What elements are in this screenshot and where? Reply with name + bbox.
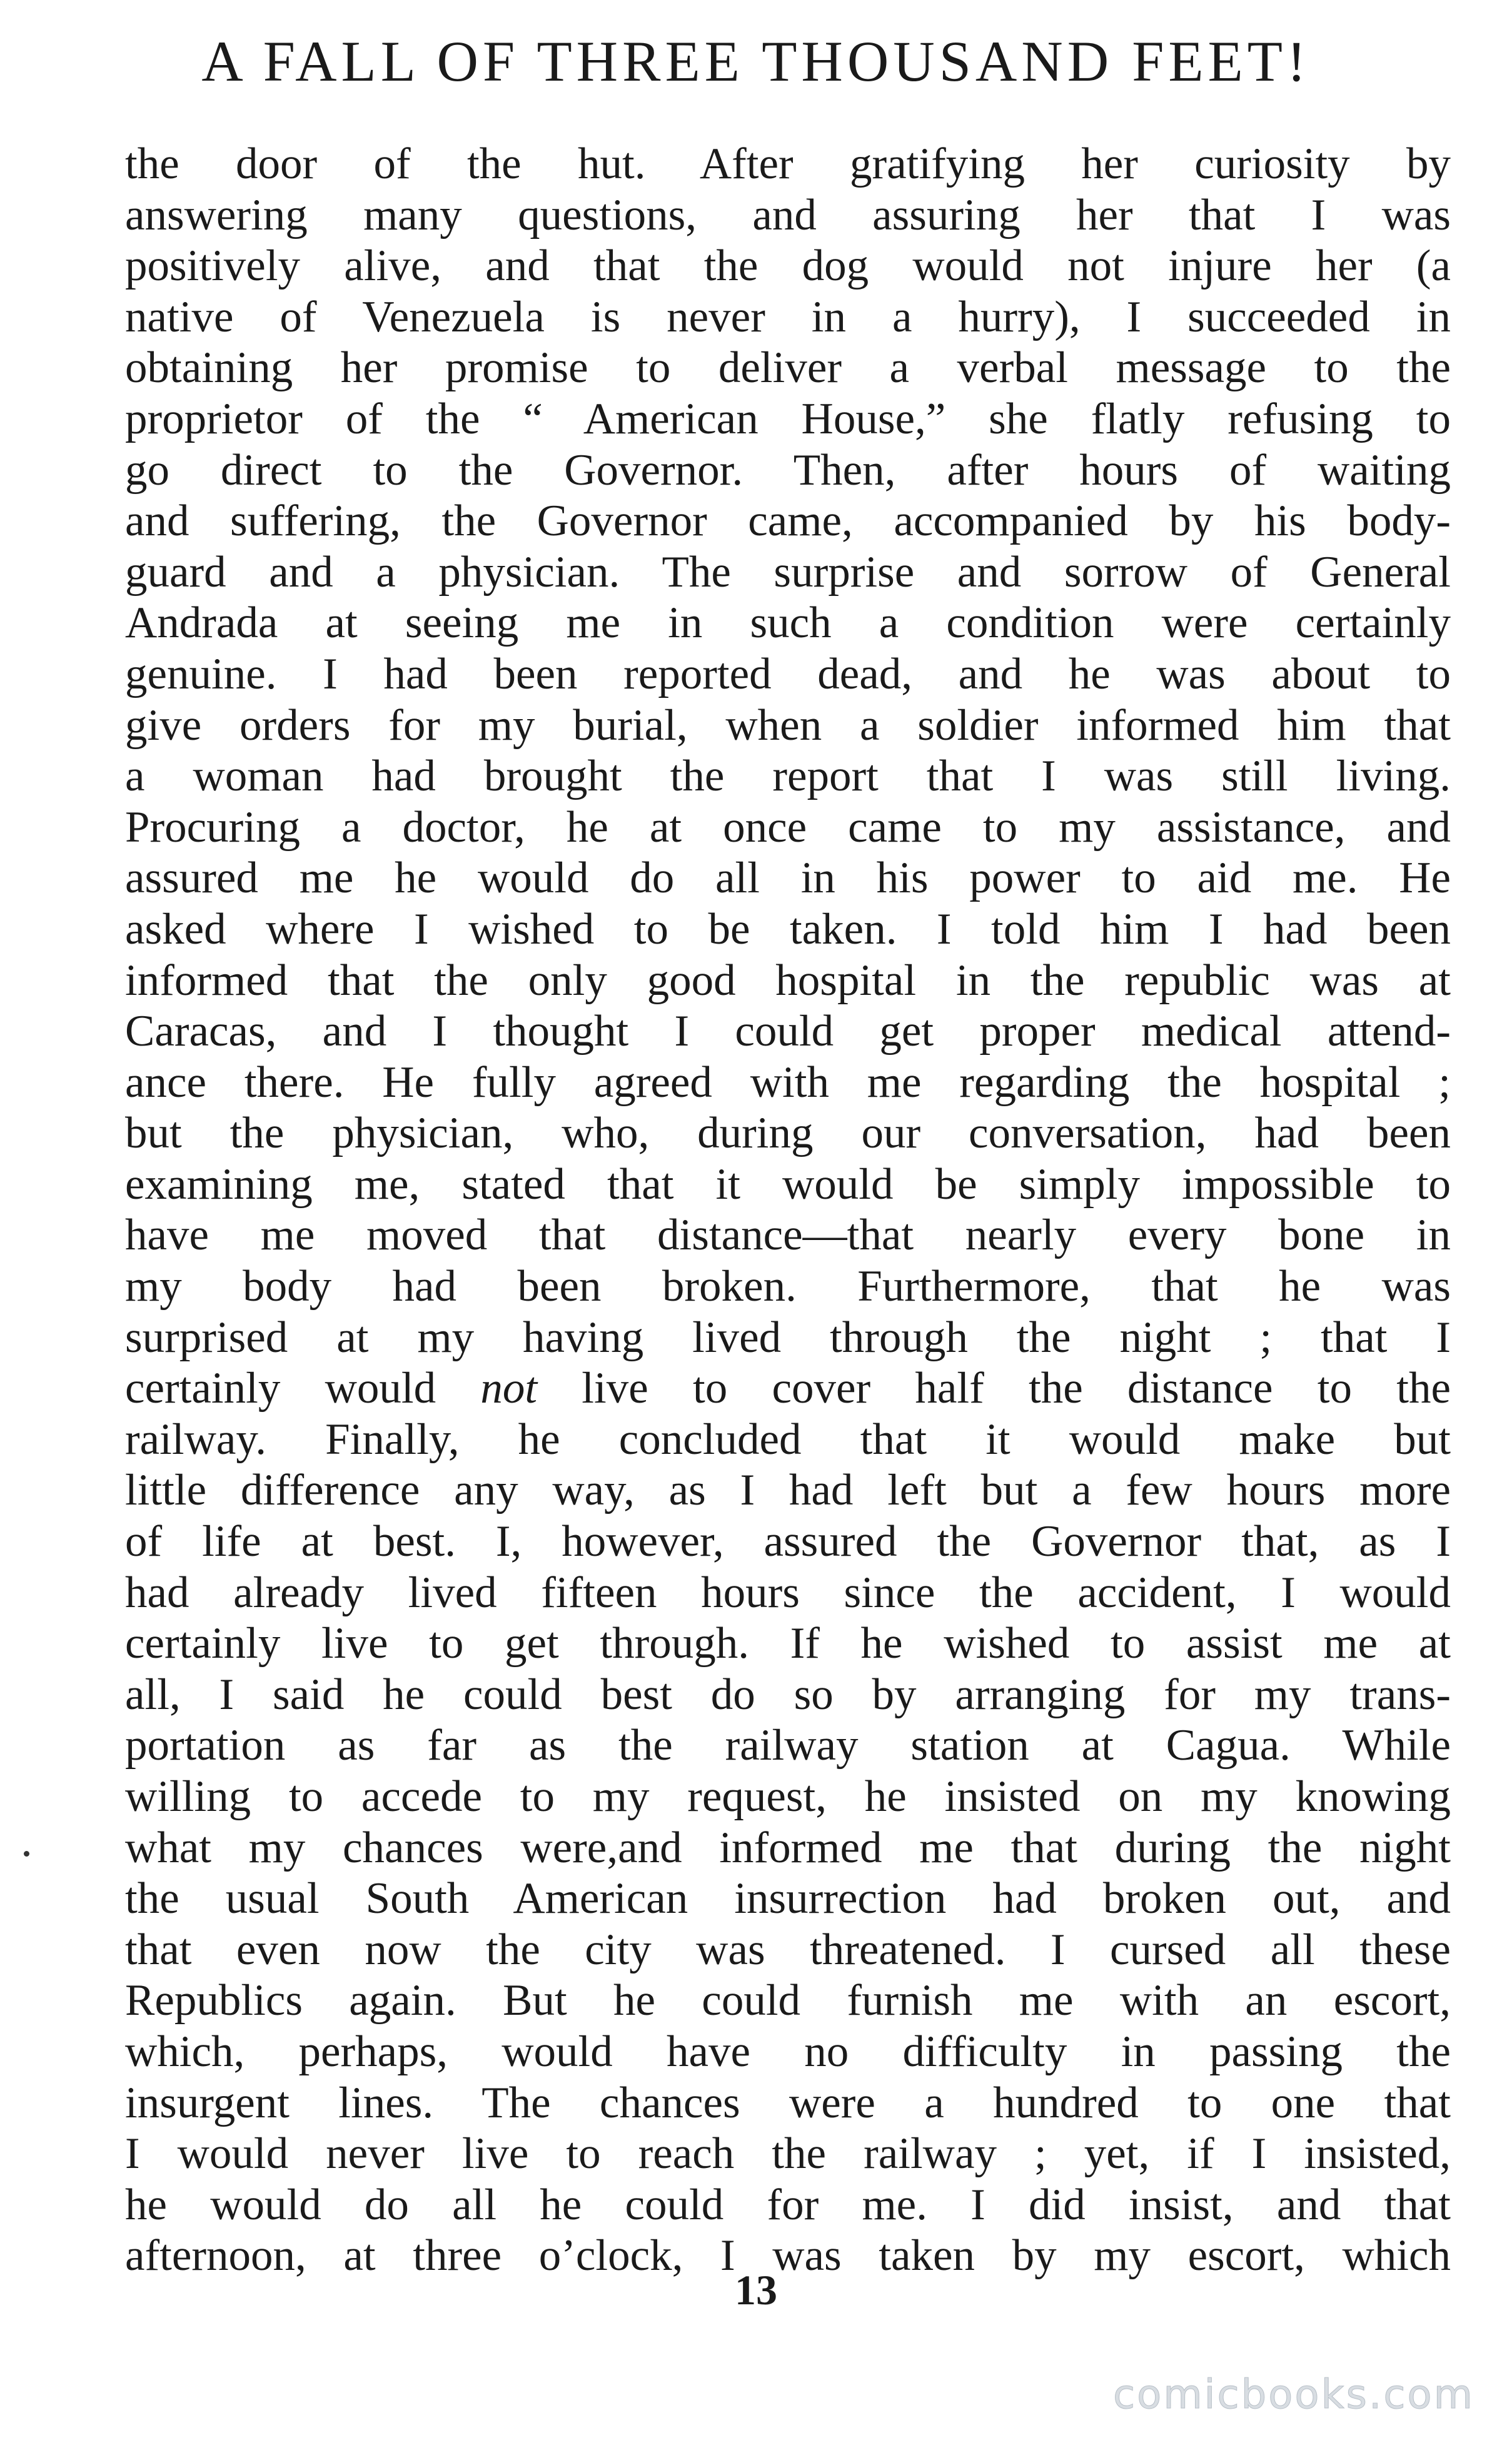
text-line: ance there. He fully agreed with me regarding the hospital ;: [125, 1057, 1451, 1107]
body-text: [125, 139, 1451, 2282]
text-line: positively alive, and that the dog would not injure her (a: [125, 241, 1451, 291]
text-line: that even now the city was threatened. I cursed all these: [125, 1925, 1451, 1974]
text-line: willing to accede to my request, he insisted on my knowing: [125, 1772, 1451, 1821]
text-line: portation as far as the railway station at Cagua. While: [125, 1721, 1451, 1770]
text-line: informed that the only good hospital in the republic was at: [125, 955, 1451, 1005]
text-line: but the physician, who, during our conversation, had been: [125, 1109, 1451, 1158]
text-line: Procuring a doctor, he at once came to my assistance, and: [125, 802, 1451, 852]
ink-speck: [24, 1851, 29, 1857]
text-line-with-italic: [125, 1363, 1451, 1414]
text-line: had already lived fifteen hours since the accident, I would: [125, 1568, 1451, 1617]
text-line: obtaining her promise to deliver a verbal message to the: [125, 343, 1451, 393]
text-line: guard and a physician. The surprise and sorrow of General: [125, 547, 1451, 597]
text-line: examining me, stated that it would be simply impossible to: [125, 1159, 1451, 1209]
text-line: afternoon, at three o’clock, I was taken by my escort, which: [125, 2231, 1451, 2281]
text-line: of life at best. I, however, assured the Governor that, as I: [125, 1517, 1451, 1566]
text-segment: certainly would: [125, 1364, 436, 1413]
running-head: A FALL OF THREE THOUSAND FEET!: [201, 29, 1311, 93]
text-line: which, perhaps, would have no difficulty in passing the: [125, 2027, 1451, 2076]
text-line: my body had been broken. Furthermore, that he was: [125, 1262, 1451, 1311]
text-line: the door of the hut. After gratifying her curiosity by: [125, 139, 1451, 188]
text-line: all, I said he could best do so by arranging for my trans-: [125, 1670, 1451, 1719]
text-line: he would do all he could for me. I did insist, and that: [125, 2180, 1451, 2229]
text-line: have me moved that distance—that nearly every bone in: [125, 1211, 1451, 1260]
text-line: little difference any way, as I had left but a few hours more: [125, 1466, 1451, 1515]
text-line: assured me he would do all in his power to aid me. He: [125, 854, 1451, 903]
text-line: what my chances were,and informed me that during the night: [125, 1823, 1451, 1872]
text-line: I would never live to reach the railway ; yet, if I insisted,: [125, 2129, 1451, 2179]
text-line: give orders for my burial, when a soldier informed him that: [125, 700, 1451, 750]
text-line: a woman had brought the report that I was still living.: [125, 752, 1451, 801]
text-line: go direct to the Governor. Then, after hours of waiting: [125, 445, 1451, 495]
italic-word: not: [480, 1364, 538, 1413]
watermark: comicbooks.com: [1112, 2372, 1474, 2418]
text-line: Republics again. But he could furnish me with an escort,: [125, 1976, 1451, 2025]
text-line: certainly live to get through. If he wished to assist me at: [125, 1619, 1451, 1668]
text-segment: live to cover half the distance to the: [582, 1364, 1451, 1413]
text-line: native of Venezuela is never in a hurry), I succeeded in: [125, 292, 1451, 341]
text-line: railway. Finally, he concluded that it would make but: [125, 1414, 1451, 1464]
text-line: genuine. I had been reported dead, and he was about to: [125, 649, 1451, 698]
text-line: the usual South American insurrection had broken out, and: [125, 1874, 1451, 1923]
text-line: and suffering, the Governor came, accompanied by his body-: [125, 497, 1451, 546]
text-line: surprised at my having lived through the night ; that I: [125, 1313, 1451, 1362]
text-line: Andrada at seeing me in such a condition were certainly: [125, 598, 1451, 648]
text-line: Caracas, and I thought I could get proper medical attend-: [125, 1007, 1451, 1056]
page-number: 13: [735, 2266, 777, 2314]
text-line: answering many questions, and assuring her that I was: [125, 190, 1451, 239]
text-line: asked where I wished to be taken. I told him I had been: [125, 904, 1451, 954]
text-line: insurgent lines. The chances were a hundred to one that: [125, 2078, 1451, 2127]
text-line: proprietor of the “ American House,” she flatly refusing to: [125, 394, 1451, 443]
